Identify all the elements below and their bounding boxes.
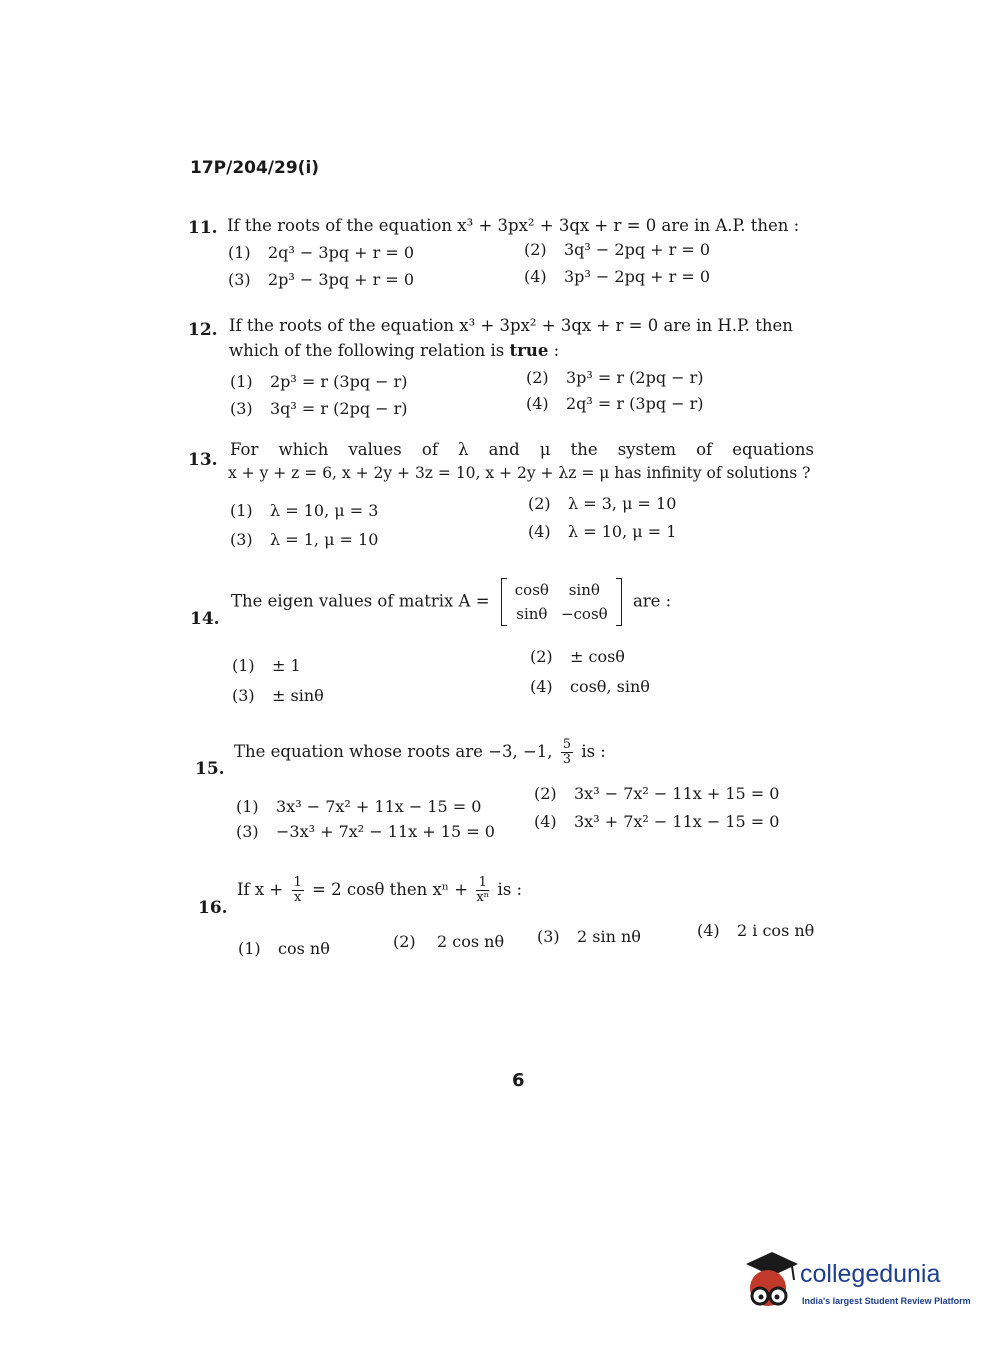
q13-option-1: (1) λ = 10, μ = 3 xyxy=(230,501,379,520)
q16-fraction-1: $\frac{1}{x}$ xyxy=(293,875,302,905)
mascot-icon xyxy=(742,1250,800,1316)
q16-option-2: (2) 2 cos nθ xyxy=(393,932,505,951)
q16-option-1: (1) cos nθ xyxy=(238,939,330,958)
q12-option-4: (4) 2q³ = r (3pq − r) xyxy=(526,394,704,413)
q13-option-4: (4) λ = 10, μ = 1 xyxy=(528,522,677,541)
matrix-cell: −cosθ xyxy=(560,605,608,623)
paper-code: 17P/204/29(i) xyxy=(190,158,320,178)
q13-text-line2: x + y + z = 6, x + 2y + 3z = 10, x + 2y + λz = μ has infinity of solutions ? xyxy=(228,464,811,482)
q16-text-a: If x + xyxy=(237,880,284,899)
q16-option-3: (3) 2 sin nθ xyxy=(537,927,641,946)
collegedunia-logo xyxy=(742,1250,972,1320)
matrix-cell: sinθ xyxy=(568,581,600,599)
q11-option-2: (2) 3q³ − 2pq + r = 0 xyxy=(524,240,711,259)
q16-option-4: (4) 2 i cos nθ xyxy=(697,921,815,940)
q14-option-4: (4) cosθ, sinθ xyxy=(530,677,650,696)
matrix-cell: cosθ xyxy=(514,581,549,599)
q15-option-3: (3) −3x³ + 7x² − 11x + 15 = 0 xyxy=(236,822,495,841)
logo-brand-text: collegedunia xyxy=(800,1260,941,1288)
q12-text-line2: which of the following relation is true : xyxy=(229,341,560,360)
q11-option-3: (3) 2p³ − 3pq + r = 0 xyxy=(228,270,415,289)
q15-option-4: (4) 3x³ + 7x² − 11x − 15 = 0 xyxy=(534,812,780,831)
q13-option-3: (3) λ = 1, μ = 10 xyxy=(230,530,379,549)
q15-fraction: $\frac{5}{3}$ xyxy=(562,737,572,767)
q15-number: 15. xyxy=(195,759,225,779)
q14-option-3: (3) ± sinθ xyxy=(232,686,324,705)
q13-number: 13. xyxy=(188,450,218,470)
q16-stem xyxy=(237,876,522,905)
q11-number: 11. xyxy=(188,218,218,238)
q14-option-2: (2) ± cosθ xyxy=(530,647,625,666)
q12-option-3: (3) 3q³ = r (2pq − r) xyxy=(230,399,408,418)
q14-option-1: (1) ± 1 xyxy=(232,656,301,675)
q12-text-line1: If the roots of the equation x³ + 3px² + 3qx + r = 0 are in H.P. then xyxy=(229,316,793,335)
q15-text-post: is : xyxy=(581,742,606,761)
q14-number: 14. xyxy=(190,609,220,629)
q16-fraction-2: $\frac{1}{\text{xⁿ}}$ xyxy=(476,875,490,905)
q13-text-line1: For which values of λ and μ the system of equations xyxy=(230,440,814,459)
page-number: 6 xyxy=(512,1070,525,1091)
q15-stem xyxy=(234,738,606,767)
q11-text: If the roots of the equation x³ + 3px² + 3qx + r = 0 are in A.P. then : xyxy=(227,216,800,235)
q13-option-2: (2) λ = 3, μ = 10 xyxy=(528,494,677,513)
q11-option-1: (1) 2q³ − 3pq + r = 0 xyxy=(228,243,415,262)
q14-stem xyxy=(231,578,671,626)
q12-option-2: (2) 3p³ = r (2pq − r) xyxy=(526,368,704,387)
q16-number: 16. xyxy=(198,898,228,918)
matrix-cell: sinθ xyxy=(516,605,548,623)
q12-option-1: (1) 2p³ = r (3pq − r) xyxy=(230,372,408,391)
q14-text-post: are : xyxy=(632,591,672,611)
q16-text-c: is : xyxy=(497,880,523,899)
q11-option-4: (4) 3p³ − 2pq + r = 0 xyxy=(524,267,711,286)
q12-number: 12. xyxy=(188,320,218,340)
q15-option-1: (1) 3x³ − 7x² + 11x − 15 = 0 xyxy=(236,797,482,816)
logo-tagline: India's largest Student Review Platform xyxy=(802,1296,971,1306)
q15-text-pre: The equation whose roots are −3, −1, xyxy=(234,742,553,761)
q16-text-b: = 2 cosθ then xⁿ + xyxy=(312,880,469,899)
q14-text-pre: The eigen values of matrix A = xyxy=(231,591,490,611)
q14-matrix xyxy=(501,578,622,626)
q15-option-2: (2) 3x³ − 7x² − 11x + 15 = 0 xyxy=(534,784,780,803)
